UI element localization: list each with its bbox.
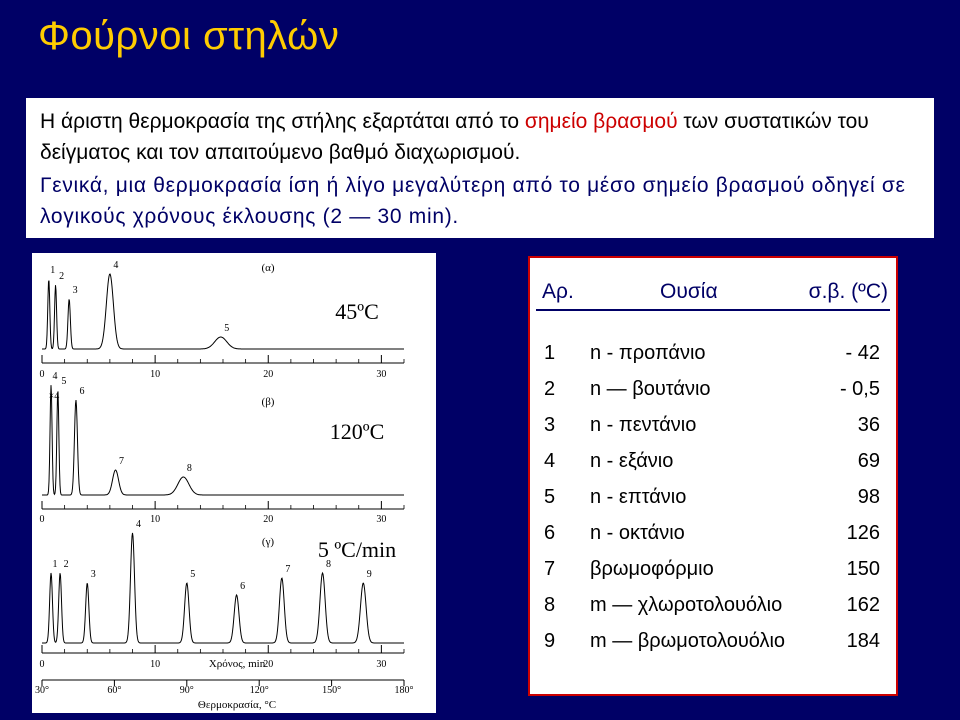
compound-table [528, 256, 898, 696]
table-row [530, 414, 896, 450]
table-row [530, 522, 896, 558]
row-number: 7 [544, 558, 556, 580]
peak-label: 3 [72, 285, 78, 296]
row-boiling-point: 69 [857, 450, 880, 472]
peak-label: 2 [59, 271, 65, 282]
peak-label: 3 [90, 569, 96, 580]
paragraph-1 [40, 106, 934, 168]
time-tick-label: 30 [376, 514, 387, 525]
peak-label: 5 [190, 569, 196, 580]
row-number: 5 [544, 486, 556, 508]
table-row [530, 558, 896, 594]
row-substance: n - επτάνιο [590, 486, 687, 508]
attenuation-label: ×4 [48, 391, 60, 402]
time-tick-label: 30 [376, 659, 387, 670]
temperature-tick-label: 120° [249, 685, 269, 696]
para1-post: των συστατικών του δείγματος και τον απαιτούμενο βαθμό διαχωρισμού. [40, 110, 869, 164]
table-row [530, 450, 896, 486]
time-tick-label: 10 [150, 659, 161, 670]
peak-label: 6 [79, 386, 85, 397]
peak-label: 4 [113, 260, 119, 271]
row-substance: n - προπάνιο [590, 342, 706, 364]
header-number: Αρ. [542, 280, 574, 303]
peak-label: 8 [326, 559, 332, 570]
temperature-tick-label: 180° [394, 685, 414, 696]
condition-label: 45ºC [335, 299, 379, 324]
panel-label: (β) [261, 396, 275, 408]
row-boiling-point: 36 [857, 414, 880, 436]
temperature-tick-label: 90° [179, 685, 194, 696]
row-number: 8 [544, 594, 556, 616]
peak-label: 7 [119, 456, 125, 467]
row-boiling-point: 184 [846, 630, 880, 652]
temperature-tick-label: 150° [322, 685, 342, 696]
row-number: 6 [544, 522, 556, 544]
peak-label: 4 [52, 371, 58, 382]
peak-label: 9 [366, 569, 372, 580]
row-substance: βρωμοφόρμιο [590, 558, 714, 580]
table-row [530, 342, 896, 378]
row-boiling-point: 150 [846, 558, 880, 580]
panel-label: (γ) [261, 536, 275, 548]
row-boiling-point: 162 [846, 594, 880, 616]
header-substance: Ουσία [660, 280, 718, 303]
row-boiling-point: - 0,5 [839, 378, 880, 400]
row-number: 1 [544, 342, 556, 364]
header-boiling-point: σ.β. (ºC) [808, 280, 888, 303]
time-tick-label: 20 [263, 659, 274, 670]
row-substance: n - πεντάνιο [590, 414, 697, 436]
row-substance: n - οκτάνιο [590, 522, 685, 544]
chromatogram-figure [32, 253, 436, 713]
time-tick-label: 0 [39, 369, 45, 380]
peak-label: 5 [224, 323, 230, 334]
temperature-tick-label: 30° [35, 685, 49, 696]
peak-label: 8 [186, 463, 192, 474]
row-number: 3 [544, 414, 556, 436]
slide-title: Φούρνοι στηλών [38, 14, 340, 58]
table-row [530, 486, 896, 522]
table-row [530, 630, 896, 666]
peak-label: 1 [50, 265, 56, 276]
paragraph-2: Γενικά, μια θερμοκρασία ίση ή λίγο μεγαλύτερη από το μέσο σημείο βρασμού οδηγεί σε λογικούς χρόνους έκλουσης (2 — 30 min). [40, 174, 906, 228]
boiling-point-highlight: σημείο βρασμού [524, 110, 678, 133]
time-tick-label: 0 [39, 659, 45, 670]
peak-label: 7 [285, 564, 291, 575]
header-divider [536, 309, 890, 311]
text-box [26, 98, 934, 238]
time-tick-label: 20 [263, 369, 274, 380]
para1-pre: Η άριστη θερμοκρασία της στήλης εξαρτάται από το [40, 110, 525, 133]
temperature-tick-label: 60° [107, 685, 122, 696]
peak-label: 1 [52, 559, 58, 570]
time-tick-label: 10 [150, 369, 161, 380]
condition-label: 120ºC [329, 419, 385, 444]
table-row [530, 594, 896, 630]
row-substance: n — βουτάνιο [590, 378, 711, 400]
peak-label: 2 [63, 559, 69, 570]
row-boiling-point: 126 [846, 522, 880, 544]
table-row [530, 378, 896, 414]
peak-label: 4 [136, 519, 141, 530]
row-substance: n - εξάνιο [590, 450, 674, 472]
temperature-axis-title: Θερμοκρασία, °C [197, 699, 277, 711]
row-boiling-point: 98 [857, 486, 880, 508]
peak-label: 5 [61, 376, 67, 387]
time-tick-label: 0 [39, 514, 45, 525]
condition-label: 5 ºC/min [317, 537, 397, 562]
time-axis-title: Χρόνος, min [208, 658, 266, 670]
row-number: 4 [544, 450, 556, 472]
chromatogram-svg [32, 253, 436, 713]
peak-label: 6 [240, 581, 246, 592]
row-number: 2 [544, 378, 556, 400]
time-tick-label: 20 [263, 514, 274, 525]
time-tick-label: 30 [376, 369, 387, 380]
row-substance: m — χλωροτολουόλιο [590, 594, 783, 616]
panel-label: (α) [261, 262, 275, 274]
time-tick-label: 10 [150, 514, 161, 525]
row-number: 9 [544, 630, 556, 652]
row-boiling-point: - 42 [845, 342, 880, 364]
row-substance: m — βρωμοτολουόλιο [590, 630, 786, 652]
